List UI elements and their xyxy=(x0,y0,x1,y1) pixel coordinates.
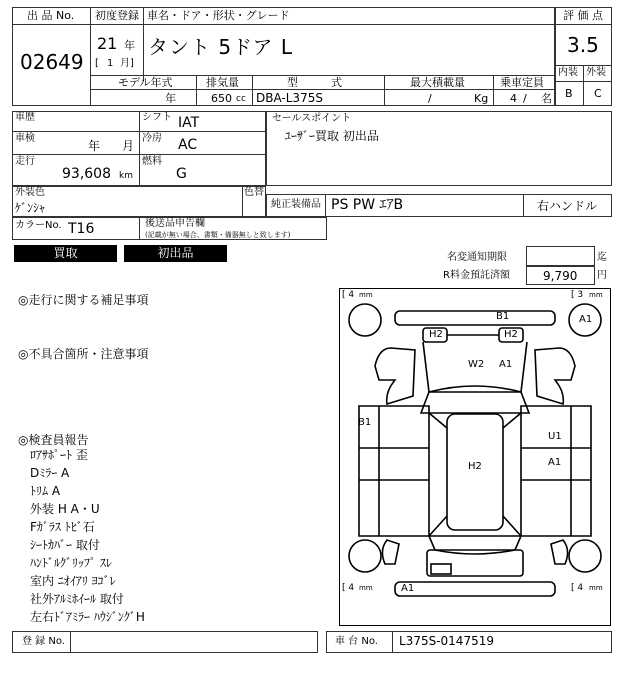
eval-label: 評 価 点 xyxy=(563,9,603,22)
mark-right-door-upper: U1 xyxy=(548,431,562,442)
model-year-unit: 年 xyxy=(165,92,176,105)
name-change-box xyxy=(526,246,595,266)
tl-bracket: [ 4 xyxy=(342,290,355,300)
inspector-line-8: 室内 ﾆｵｲｱﾘ ﾖｺﾞﾚ xyxy=(30,574,116,588)
history-label: 車歴 xyxy=(15,112,35,123)
handle-value: 右ハンドル xyxy=(537,199,598,213)
diagram-frame xyxy=(340,289,611,626)
br-unit: mm xyxy=(589,584,603,592)
interior-grade: B xyxy=(565,87,573,100)
equipment-label: 純正装備品 xyxy=(271,199,321,210)
model-type: DBA-L375S xyxy=(256,91,323,105)
recycle-label: R料金預託済額 xyxy=(443,270,510,281)
ext-color-box xyxy=(12,186,266,217)
damage-diagram xyxy=(339,288,611,626)
sales-point-label: セールスポイント xyxy=(272,113,352,124)
mark-roof: H2 xyxy=(468,461,482,472)
mark-front-bumper: B1 xyxy=(496,311,510,322)
reg-month-prefix: [ xyxy=(95,58,99,69)
mark-windshield: W2 xyxy=(468,359,485,370)
shift-label: シフト xyxy=(142,112,172,123)
mileage-value: 93,608 xyxy=(62,166,111,182)
roof xyxy=(447,414,503,530)
windshield xyxy=(421,386,529,413)
inspection-month: 月 xyxy=(122,139,135,153)
wheel-rear-left xyxy=(349,540,381,572)
reg-year: 21 xyxy=(97,34,118,53)
displacement-unit: cc xyxy=(236,94,246,104)
inspector-line-5: Fｶﾞﾗｽ ﾄﾋﾞ石 xyxy=(30,520,95,534)
shift-value: IAT xyxy=(178,115,200,131)
tr-unit: mm xyxy=(589,291,603,299)
name-change-label: 名変通知期限 xyxy=(447,252,507,263)
first-listing-tag: 初出品 xyxy=(124,245,227,262)
exterior-label: 外装 xyxy=(586,67,606,78)
tr-bracket: [ 3 xyxy=(571,290,584,300)
evaluation-score: 3.5 xyxy=(567,33,599,57)
mark-right-door-lower: A1 xyxy=(548,457,562,468)
rear-plate xyxy=(431,564,451,574)
inspector-line-1: ﾛｱｻﾎﾟｰﾄ 歪 xyxy=(30,448,88,462)
inspector-title: ◎検査員報告 xyxy=(18,433,89,447)
max-load-sep: / xyxy=(428,92,432,105)
bl-unit: mm xyxy=(359,584,373,592)
recycle-value: 9,790 xyxy=(543,269,578,283)
equipment-value: PS PW ｴｱB xyxy=(331,197,404,213)
mark-left-door: B1 xyxy=(358,417,372,428)
capacity-unit: 名 xyxy=(541,92,552,105)
post-declare-label: 後送品申告欄 xyxy=(145,218,205,229)
max-load-label: 最大積載量 xyxy=(410,76,465,89)
inspector-line-3: ﾄﾘﾑ A xyxy=(30,484,61,498)
name-label: 車名・ドア・形状・グレード xyxy=(147,9,290,22)
first-reg-label: 初度登録 xyxy=(95,9,139,22)
fuel-label: 燃料 xyxy=(142,156,162,167)
color-no-label: カラーNo. xyxy=(15,220,62,231)
tl-unit: mm xyxy=(359,291,373,299)
ac-value: AC xyxy=(178,137,198,153)
rear-bumper xyxy=(395,582,555,596)
reg-month-suffix: 月] xyxy=(120,58,134,69)
reg-year-unit: 年 xyxy=(124,39,135,52)
capacity-sep: / xyxy=(523,92,527,105)
front-right-fender xyxy=(535,348,575,404)
type-label: 型 式 xyxy=(287,76,342,89)
exterior-grade: C xyxy=(594,87,602,100)
chassis-label: 車 台 No. xyxy=(335,636,378,647)
post-declare-note: (記載が無い場合、書類・備器無しと致します) xyxy=(145,231,291,239)
rear-window xyxy=(429,536,521,554)
wheel-front-left xyxy=(349,304,381,336)
mark-front-right-lamp: H2 xyxy=(504,329,518,340)
lot-number: 02649 xyxy=(20,50,84,74)
lot-label: 出 品 No. xyxy=(27,9,75,22)
inspector-line-7: ﾊﾝﾄﾞﾙｸﾞﾘｯﾌﾟ ｽﾚ xyxy=(30,556,112,570)
mileage-unit: km xyxy=(119,171,133,181)
buy-tag: 買取 xyxy=(14,245,117,262)
front-bumper xyxy=(395,311,555,325)
mark-rear-left: A1 xyxy=(401,583,415,594)
chassis-value: L375S-0147519 xyxy=(399,634,494,648)
inspection-label: 車検 xyxy=(15,133,35,144)
mark-hood: A1 xyxy=(499,359,513,370)
sales-point-value: ﾕｰｻﾞｰ買取 初出品 xyxy=(285,129,379,143)
ac-label: 冷房 xyxy=(142,133,162,144)
bl-bracket: [ 4 xyxy=(342,583,355,593)
inspector-line-10: 左右ﾄﾞｱﾐﾗｰ ﾊｳｼﾞﾝｸﾞH xyxy=(30,610,145,624)
color-no-value: T16 xyxy=(68,221,95,237)
capacity-label: 乗車定員 xyxy=(500,76,544,89)
inspector-line-4: 外装 H A・U xyxy=(30,502,100,516)
fuel-value: G xyxy=(176,166,187,182)
mark-front-right-wheel: A1 xyxy=(579,314,593,325)
inspector-line-9: 社外ｱﾙﾐﾎｲｰﾙ 取付 xyxy=(30,592,124,606)
model-year-label: モデル年式 xyxy=(118,76,173,89)
ext-color-value: ｹﾞﾝｼｬ xyxy=(15,201,46,215)
reg-month: 1 xyxy=(107,58,114,69)
defects-title: ◎不具合箇所・注意事項 xyxy=(18,347,149,361)
right-side xyxy=(521,406,591,536)
displacement-label: 排気量 xyxy=(206,76,239,89)
displacement-value: 650 xyxy=(211,92,232,105)
driving-notes-title: ◎走行に関する補足事項 xyxy=(18,293,149,307)
recycle-unit: 円 xyxy=(597,270,607,281)
car-outline xyxy=(339,288,611,626)
inspector-line-2: Dﾐﾗｰ A xyxy=(30,466,70,480)
wheel-rear-right xyxy=(569,540,601,572)
ext-color-label: 外装色 xyxy=(15,187,45,198)
inspection-year: 年 xyxy=(88,139,101,153)
color-change-label: 色替 xyxy=(244,187,264,198)
front-left-fender xyxy=(375,348,415,404)
car-name: タント 5ドア L xyxy=(148,35,293,59)
capacity-value: 4 xyxy=(510,92,517,105)
br-bracket: [ 4 xyxy=(571,583,584,593)
max-load-unit: Kg xyxy=(474,92,489,105)
inspector-line-6: ｼｰﾄｶﾊﾞｰ 取付 xyxy=(30,538,100,552)
mileage-label: 走行 xyxy=(15,156,35,167)
reg-no-label: 登 録 No. xyxy=(22,636,65,647)
mark-front-left-lamp: H2 xyxy=(429,329,443,340)
interior-label: 内装 xyxy=(558,67,578,78)
name-change-unit: 迄 xyxy=(597,252,607,263)
